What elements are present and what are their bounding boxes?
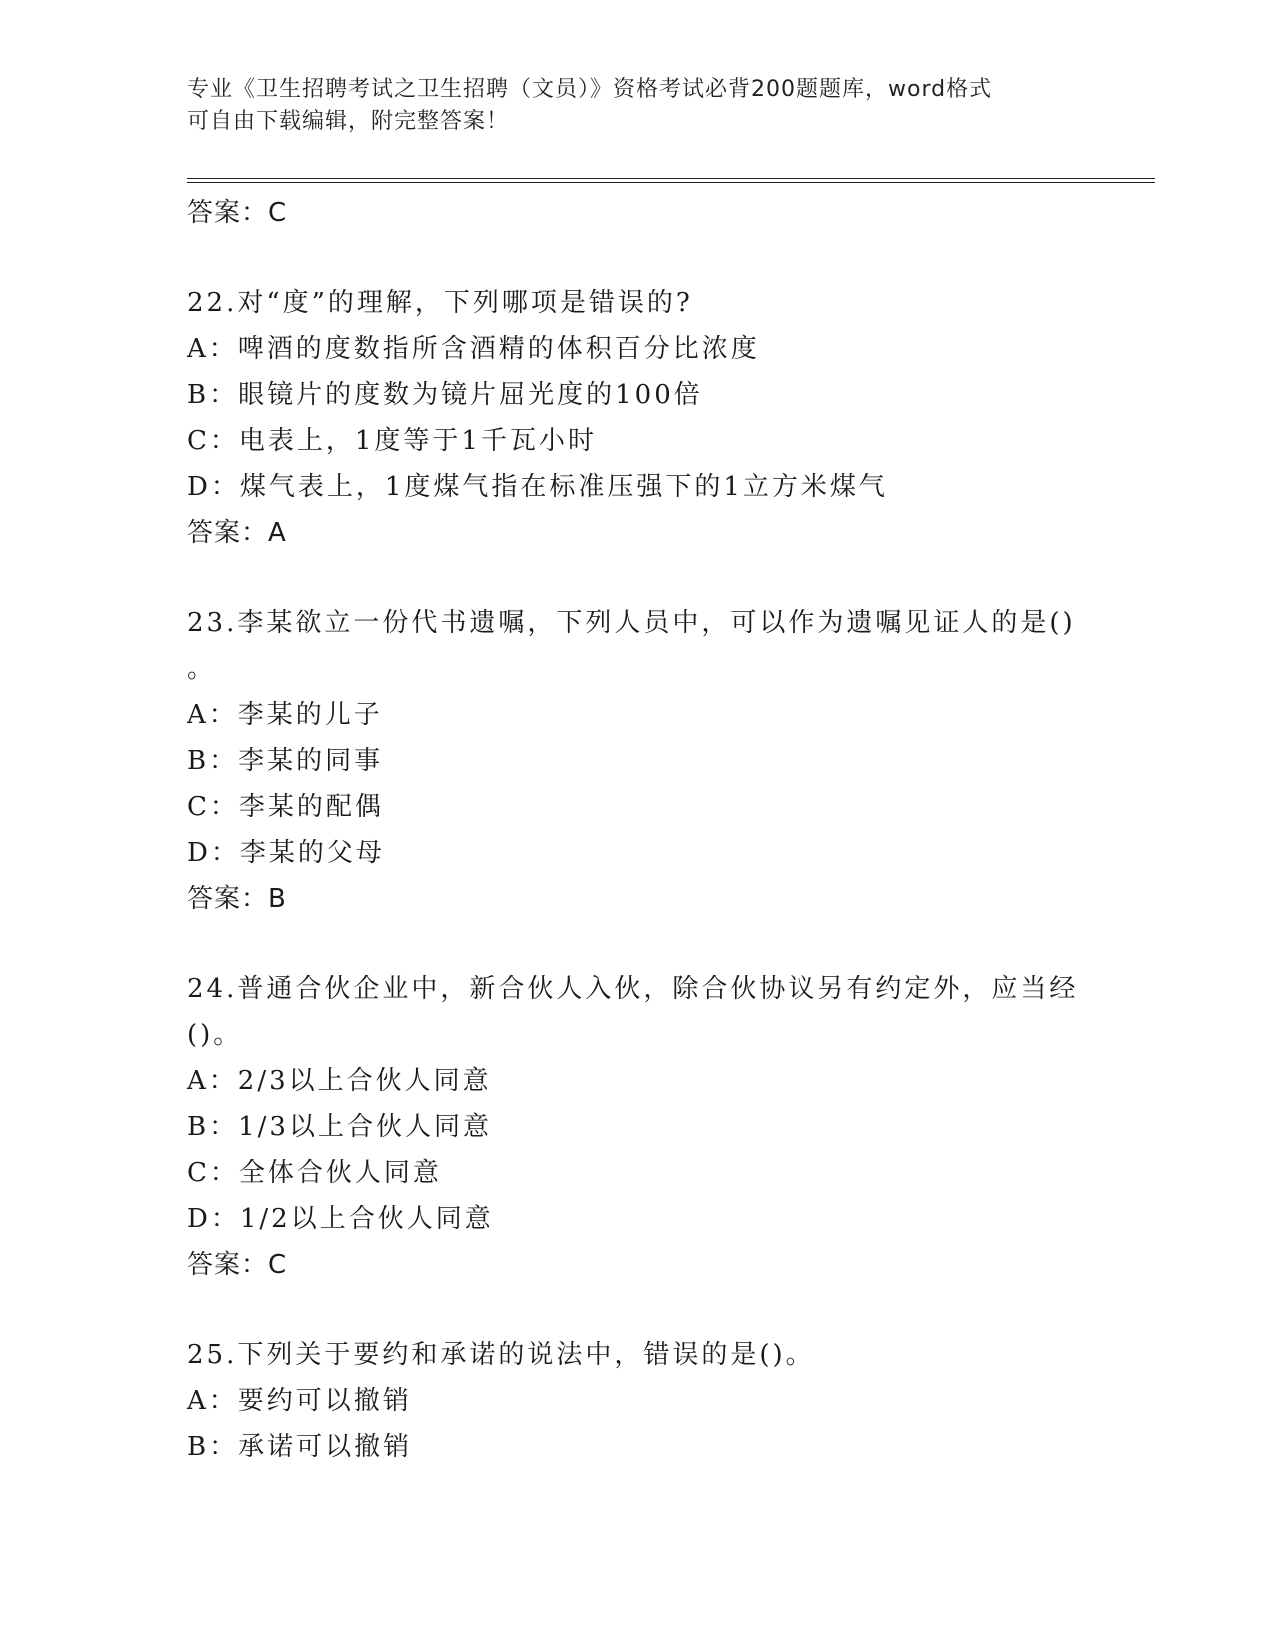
option-b: B：1/3以上合伙人同意 [187,1112,492,1142]
option-a: A：啤酒的度数指所含酒精的体积百分比浓度 [187,334,760,364]
option-d: D：煤气表上，1度煤气指在标准压强下的1立方米煤气 [187,472,888,502]
question-23 [187,600,1087,922]
answer: 答案：C [187,1250,288,1280]
question-text: 24.普通合伙企业中，新合伙人入伙，除合伙协议另有约定外，应当经 [187,974,1079,1004]
option-d: D：李某的父母 [187,838,385,868]
option-c: C：全体合伙人同意 [187,1158,442,1188]
question-22 [187,280,1087,556]
document-header [187,74,1067,138]
option-b: B：承诺可以撤销 [187,1432,413,1462]
question-text: 25.下列关于要约和承诺的说法中，错误的是()。 [187,1340,815,1370]
option-b: B：眼镜片的度数为镜片屈光度的100倍 [187,380,703,410]
header-line-1: 专业《卫生招聘考试之卫生招聘（文员）》资格考试必背200题题库，word格式 [187,77,993,102]
question-text-continued: ()。 [187,1020,243,1050]
option-a: A：2/3以上合伙人同意 [187,1066,492,1096]
question-text-continued: 。 [187,654,217,684]
option-c: C：李某的配偶 [187,792,384,822]
option-d: D：1/2以上合伙人同意 [187,1204,494,1234]
question-text: 22.对“度”的理解，下列哪项是错误的? [187,288,693,318]
header-divider [187,178,1155,183]
question-text: 23.李某欲立一份代书遗嘱，下列人员中，可以作为遗嘱见证人的是() [187,608,1076,638]
option-a: A：李某的儿子 [187,700,383,730]
previous-answer: 答案：C [187,198,288,228]
option-b: B：李某的同事 [187,746,384,776]
question-list [187,190,1087,1514]
answer: 答案：B [187,884,287,914]
question-24 [187,966,1087,1288]
option-a: A：要约可以撤销 [187,1386,412,1416]
answer: 答案：A [187,518,287,548]
header-line-2: 可自由下载编辑，附完整答案！ [187,109,510,134]
option-c: C：电表上，1度等于1千瓦小时 [187,426,597,456]
question-25 [187,1332,1087,1470]
